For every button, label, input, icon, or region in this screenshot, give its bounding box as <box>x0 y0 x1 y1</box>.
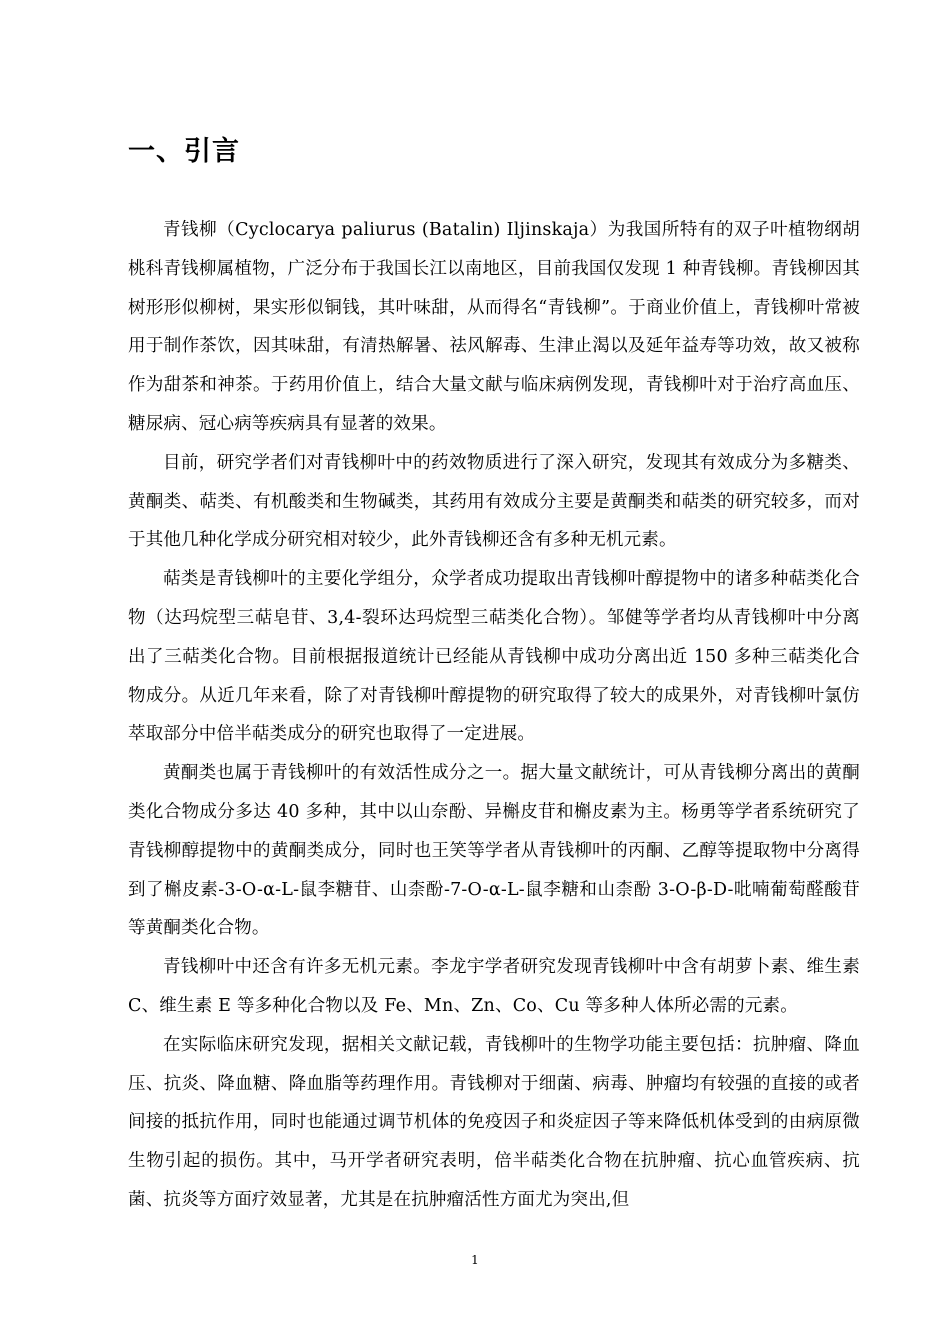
paragraph-intro: 青钱柳（Cyclocarya paliurus (Batalin) Iljinskaja）为我国所特有的双子叶植物纲胡桃科青钱柳属植物，广泛分布于我国长江以南地区，目前我国仅发现 1 种青钱柳。青钱柳因其树形形似柳树，果实形似铜钱，其叶味甜，从而得名“青钱柳”。于商业价值上，青钱柳叶常被用于制作茶饮，因其味甜，有清热解暑、祛风解毒、生津止渴以及延年益寿等功效，故又被称作为甜茶和神茶。于药用价值上，结合大量文献与临床病例发现，青钱柳叶对于治疗高血压、糖尿病、冠心病等疾病具有显著的效果。 <box>128 220 860 434</box>
paragraph-flavonoids: 黄酮类也属于青钱柳叶的有效活性成分之一。据大量文献统计，可从青钱柳分离出的黄酮类化合物成分多达 40 多种，其中以山奈酚、异槲皮苷和槲皮素为主。杨勇等学者系统研究了青钱柳醇提物中的黄酮类成分，同时也王笑等学者从青钱柳叶的丙酮、乙醇等提取物中分离得到了槲皮素-3-O-α-L-鼠李糖苷、山柰酚-7-O-α-L-鼠李糖和山柰酚 3-O-β-D-吡喃葡萄醛酸苷等黄酮类化合物。 <box>128 763 860 939</box>
paragraph-clinical-functions: 在实际临床研究发现，据相关文献记载，青钱柳叶的生物学功能主要包括：抗肿瘤、降血压、抗炎、降血糖、降血脂等药理作用。青钱柳对于细菌、病毒、肿瘤均有较强的直接的或者间接的抵抗作用，同时也能通过调节机体的免疫因子和炎症因子等来降低机体受到的由病原微生物引起的损伤。其中，马开学者研究表明，倍半萜类化合物在抗肿瘤、抗心血管疾病、抗菌、抗炎等方面疗效显著，尤其是在抗肿瘤活性方面尤为突出,但 <box>128 1034 860 1210</box>
page-number: 1 <box>471 1253 479 1267</box>
body-text <box>128 211 860 1220</box>
section-heading: 一、引言 <box>128 136 240 167</box>
paragraph-terpenoids: 萜类是青钱柳叶的主要化学组分，众学者成功提取出青钱柳叶醇提物中的诸多种萜类化合物（达玛烷型三萜皂苷、3,4-裂环达玛烷型三萜类化合物）。邹健等学者均从青钱柳叶中分离出了三萜类化合物。目前根据报道统计已经能从青钱柳中成功分离出近 150 多种三萜类化合物成分。从近几年来看，除了对青钱柳叶醇提物的研究取得了较大的成果外，对青钱柳叶氯仿萃取部分中倍半萜类成分的研究也取得了一定进展。 <box>128 569 860 745</box>
paragraph-components: 目前，研究学者们对青钱柳叶中的药效物质进行了深入研究，发现其有效成分为多糖类、黄酮类、萜类、有机酸类和生物碱类，其药用有效成分主要是黄酮类和萜类的研究较多，而对于其他几种化学成分研究相对较少，此外青钱柳还含有多种无机元素。 <box>128 452 860 551</box>
paragraph-inorganic-elements: 青钱柳叶中还含有许多无机元素。李龙宇学者研究发现青钱柳叶中含有胡萝卜素、维生素 C、维生素 E 等多种化合物以及 Fe、Mn、Zn、Co、Cu 等多种人体所必需的元素。 <box>128 957 860 1016</box>
